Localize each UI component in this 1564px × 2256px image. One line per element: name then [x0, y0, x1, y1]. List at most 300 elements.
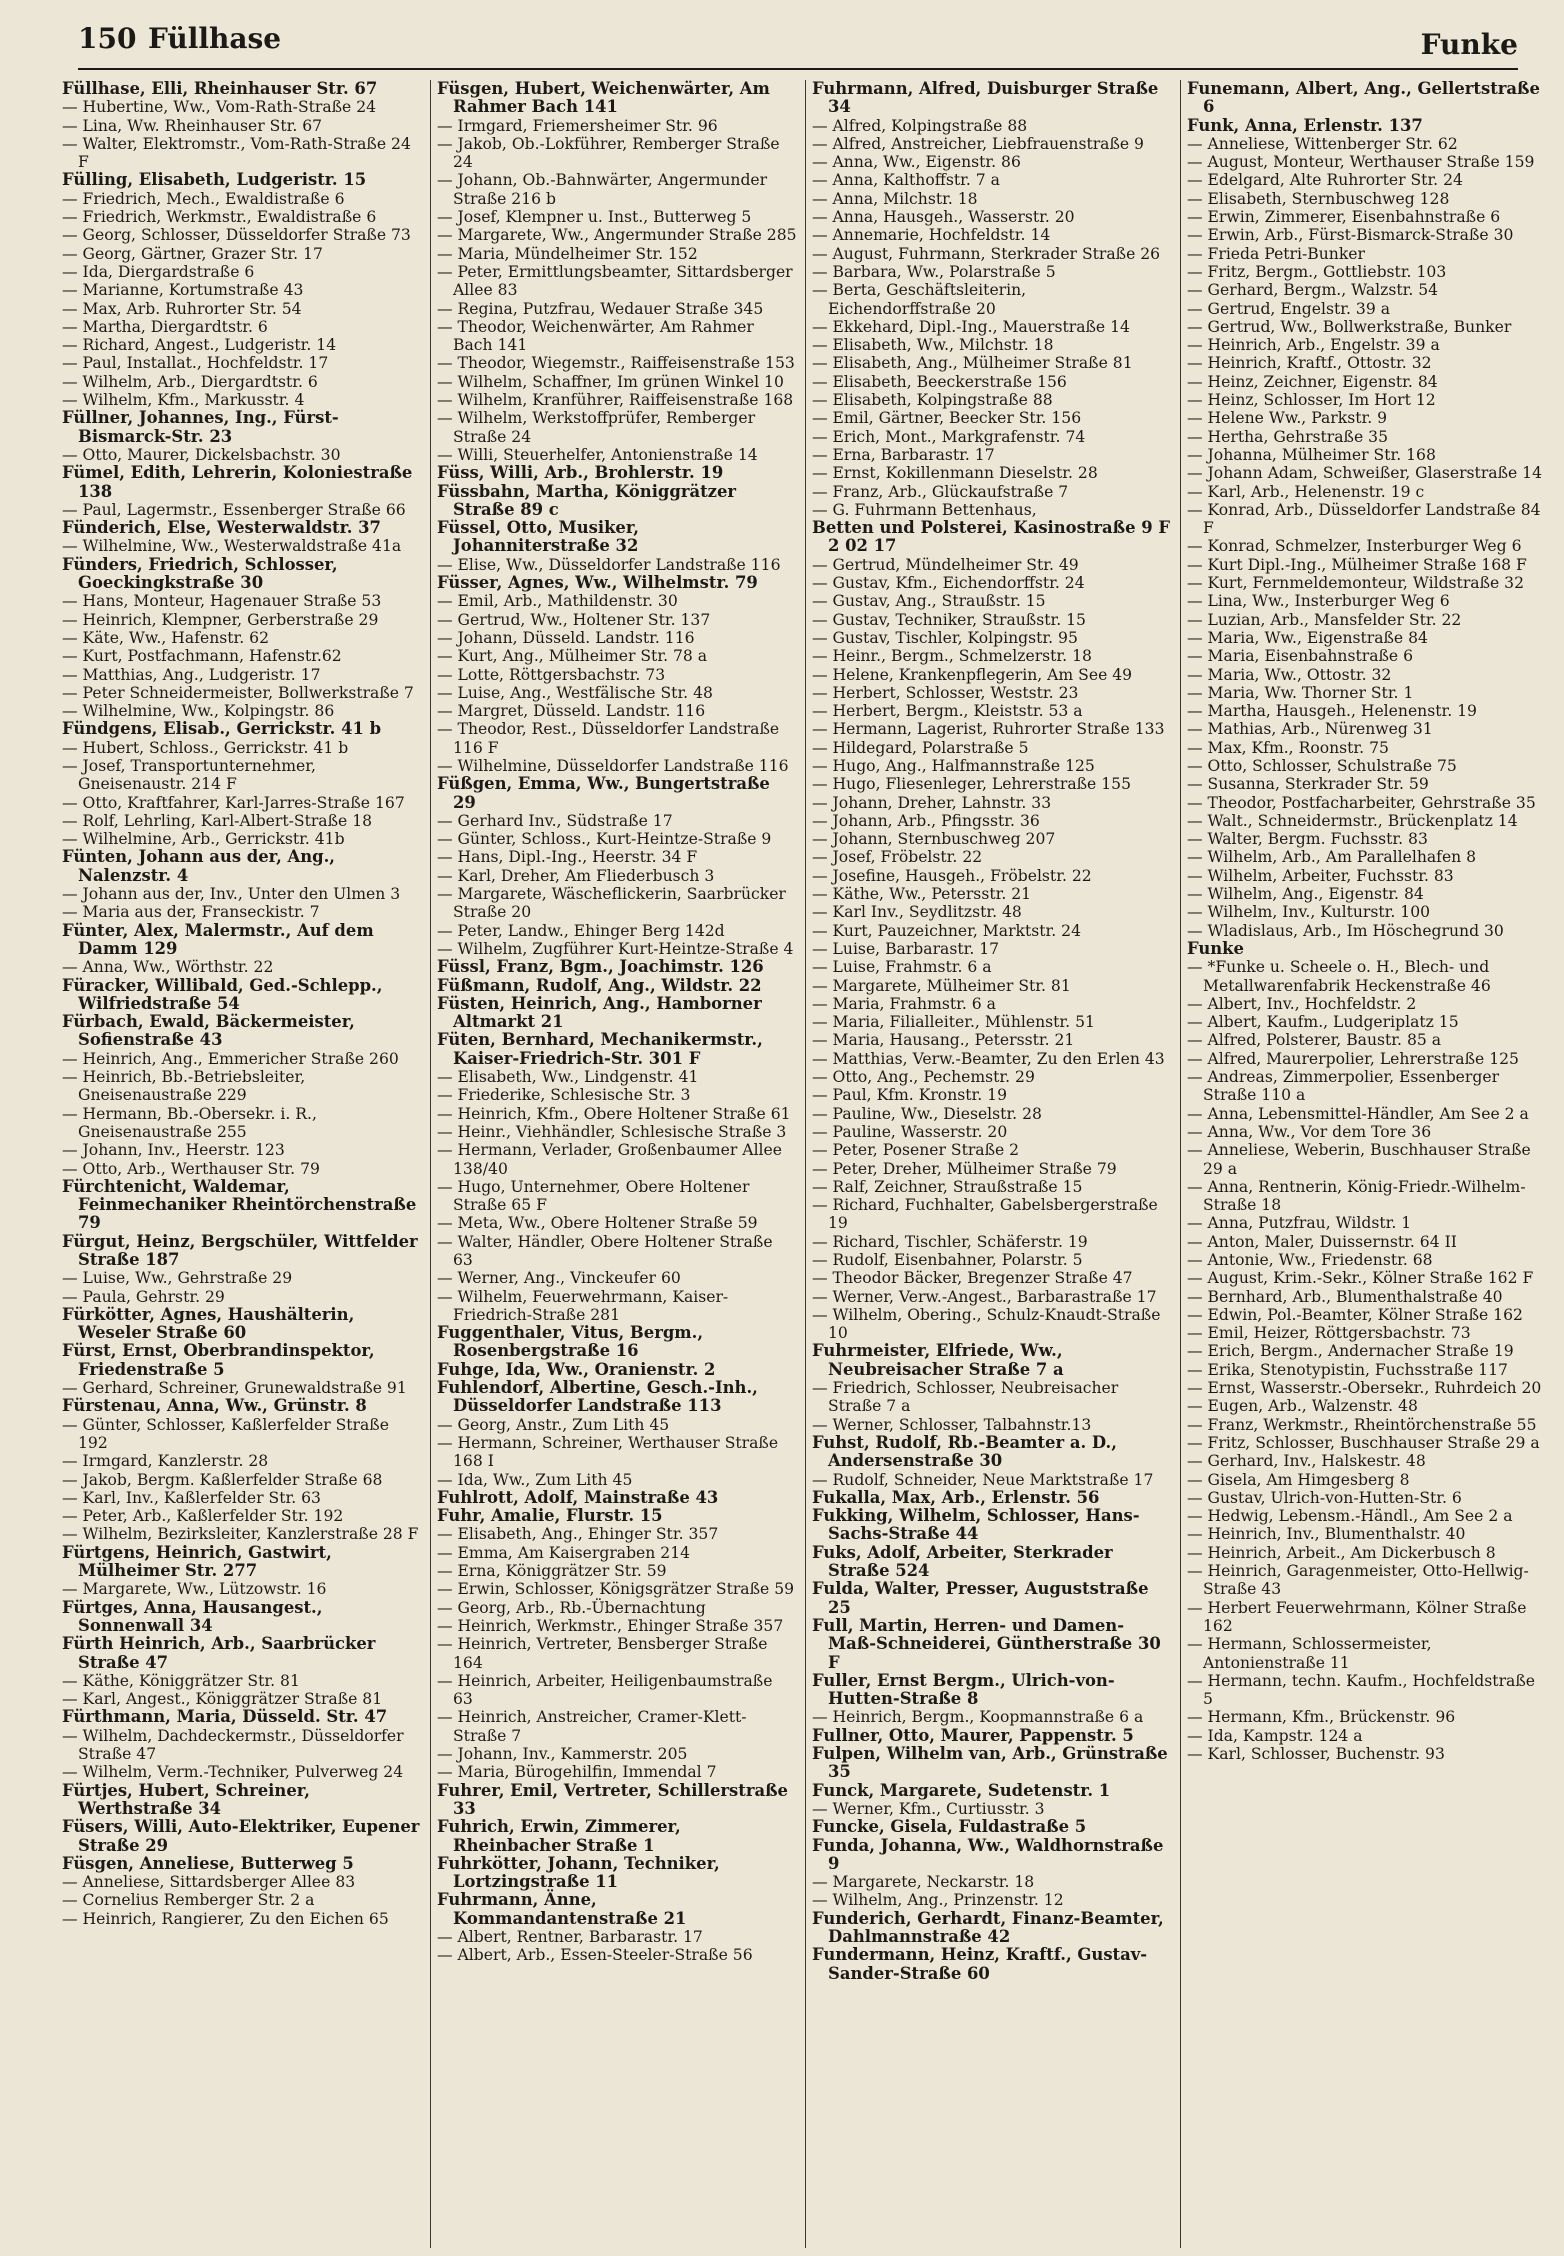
directory-entry: Fuhlrott, Adolf, Mainstraße 43 — [437, 1487, 719, 1507]
directory-entry: — Rudolf, Eisenbahner, Polarstr. 5 — [812, 1251, 1083, 1269]
directory-entry: — Ernst, Wasserstr.-Obersekr., Ruhrdeich 20 — [1187, 1379, 1542, 1398]
directory-entry: — Erich, Bergm., Andernacher Straße 19 — [1187, 1342, 1514, 1361]
directory-entry: — Paul, Kfm. Kronstr. 19 — [812, 1086, 1008, 1105]
directory-entry: — Theodor Bäcker, Bregenzer Straße 47 — [812, 1269, 1133, 1288]
directory-entry: Fünders, Friedrich, Schlosser, Goeckingkstraße 30 — [62, 554, 338, 593]
directory-entry: — Käthe, Ww., Petersstr. 21 — [812, 885, 1032, 904]
directory-entry: — Friederike, Schlesische Str. 3 — [437, 1086, 691, 1105]
directory-entry: Fuhrmann, Änne, Kommandantenstraße 21 — [437, 1890, 687, 1928]
directory-entry: — Marianne, Kortumstraße 43 — [62, 281, 304, 300]
directory-entry: — Werner, Ang., Vinckeufer 60 — [437, 1269, 681, 1288]
directory-entry: — Anna, Ww., Vor dem Tore 36 — [1187, 1122, 1432, 1141]
directory-entry: — Peter, Posener Straße 2 — [812, 1141, 1020, 1160]
directory-entry: — August, Krim.-Sekr., Kölner Straße 162 F — [1187, 1269, 1534, 1288]
directory-entry: — Walter, Elektromstr., Vom-Rath-Straße 24 F — [62, 134, 411, 172]
directory-entry: — Hermann, Schlossermeister, Antonienstraße 11 — [1187, 1635, 1432, 1672]
directory-entry: — Johann aus der, Inv., Unter den Ulmen 3 — [62, 885, 401, 904]
directory-entry: — Emil, Gärtner, Beecker Str. 156 — [812, 409, 1082, 428]
directory-entry: Fuggenthaler, Vitus, Bergm., Rosenbergstraße 16 — [437, 1323, 704, 1361]
directory-entry: — Josefine, Hausgeh., Fröbelstr. 22 — [812, 866, 1092, 885]
directory-entry: Fünderich, Else, Westerwaldstr. 37 — [62, 518, 381, 538]
column-4 — [1181, 80, 1556, 2248]
directory-entry: — Andreas, Zimmerpolier, Essenberger Straße 110 a — [1187, 1068, 1500, 1105]
directory-entry: — Werner, Schlosser, Talbahnstr.13 — [812, 1415, 1092, 1434]
directory-entry: — Helene, Krankenpflegerin, Am See 49 — [812, 665, 1133, 684]
directory-entry: — Wilhelm, Kfm., Markusstr. 4 — [62, 391, 305, 410]
directory-entry: — Fritz, Bergm., Gottliebstr. 103 — [1187, 262, 1447, 281]
directory-entry: — Georg, Gärtner, Grazer Str. 17 — [62, 244, 323, 263]
directory-entry: — Gertrud, Ww., Holtener Str. 137 — [437, 610, 711, 629]
directory-entry: — Otto, Maurer, Dickelsbachstr. 30 — [62, 445, 341, 464]
directory-entry: — Maria, Ww., Ottostr. 32 — [1187, 665, 1392, 684]
directory-entry: — Jakob, Bergm. Kaßlerfelder Straße 68 — [62, 1470, 383, 1489]
directory-entry: — Gerhard, Bergm., Walzstr. 54 — [1187, 281, 1439, 300]
directory-entry: Füsgen, Anneliese, Butterweg 5 — [62, 1853, 354, 1873]
directory-entry: — Franz, Arb., Glückaufstraße 7 — [812, 482, 1069, 501]
directory-entry: — Luise, Frahmstr. 6 a — [812, 958, 992, 977]
directory-entry: — Wilhelm, Werkstoffprüfer, Remberger Straße 24 — [437, 409, 756, 446]
directory-entry: Fürtges, Anna, Hausangest., Sonnenwall 34 — [62, 1597, 323, 1635]
directory-entry: — Hubert, Schloss., Gerrickstr. 41 b — [62, 738, 349, 757]
directory-entry: Fukalla, Max, Arb., Erlenstr. 56 — [812, 1487, 1100, 1507]
directory-entry: — Pauline, Ww., Dieselstr. 28 — [812, 1104, 1042, 1123]
directory-entry: Fuhrmann, Alfred, Duisburger Straße 34 — [812, 80, 1159, 117]
directory-entry: Füssbahn, Martha, Königgrätzer Straße 89 c — [437, 481, 737, 519]
directory-entry: — Josef, Klempner u. Inst., Butterweg 5 — [437, 208, 752, 227]
directory-entry: Füracker, Willibald, Ged.-Schlepp., Wilfriedstraße 54 — [62, 975, 383, 1013]
directory-entry: — Hermann, Lagerist, Ruhrorter Straße 133 — [812, 720, 1165, 739]
directory-entry: — Hildegard, Polarstraße 5 — [812, 738, 1029, 757]
directory-entry: — Max, Kfm., Roonstr. 75 — [1187, 738, 1389, 757]
directory-entry: — Wladislaus, Arb., Im Höschegrund 30 — [1187, 921, 1504, 940]
directory-entry: Fürtjes, Hubert, Schreiner, Werthstraße 34 — [62, 1780, 310, 1818]
directory-entry: — Hermann, techn. Kaufm., Hochfeldstraße 5 — [1187, 1671, 1535, 1709]
directory-entry: — Martha, Hausgeh., Helenenstr. 19 — [1187, 702, 1477, 721]
directory-entry: Fuhrmeister, Elfriede, Ww., Neubreisacher Straße 7 a — [812, 1341, 1064, 1379]
directory-entry: — Alfred, Maurerpolier, Lehrerstraße 125 — [1187, 1049, 1519, 1068]
directory-entry: Fündgens, Elisab., Gerrickstr. 41 b — [62, 719, 382, 739]
directory-entry: — Johann, Dreher, Lahnstr. 33 — [812, 793, 1052, 812]
directory-entry: — Wilhelm, Arb., Diergardtstr. 6 — [62, 372, 318, 391]
directory-entry: — Kurt Dipl.-Ing., Mülheimer Straße 168 F — [1187, 555, 1527, 574]
directory-entry: — Richard, Angest., Ludgeristr. 14 — [62, 336, 337, 355]
directory-entry: — Wilhelm, Zugführer Kurt-Heintze-Straße 4 — [437, 939, 794, 958]
directory-entry: Fülling, Elisabeth, Ludgeristr. 15 — [62, 170, 367, 190]
directory-entry: Fulda, Walter, Presser, Auguststraße 25 — [812, 1579, 1149, 1617]
directory-entry: — Paul, Installat., Hochfeldstr. 17 — [62, 354, 329, 373]
directory-entry: — Johann, Sternbuschweg 207 — [812, 830, 1056, 849]
directory-entry: Fuhrer, Emil, Vertreter, Schillerstraße 33 — [437, 1780, 788, 1818]
directory-entry: — Elisabeth, Kolpingstraße 88 — [812, 391, 1053, 410]
directory-entry: — Wilhelmine, Ww., Westerwaldstraße 41a — [62, 537, 402, 556]
directory-entry: — Anna, Milchstr. 18 — [812, 189, 978, 208]
directory-entry: — Johanna, Mülheimer Str. 168 — [1187, 445, 1436, 464]
directory-entry: — Heinrich, Arb., Engelstr. 39 a — [1187, 336, 1440, 355]
directory-entry: — Josef, Transportunternehmer, Gneisenaustr. 214 F — [62, 756, 316, 794]
directory-entry: — Heinrich, Inv., Blumenthalstr. 40 — [1187, 1525, 1466, 1544]
directory-entry: — Heinrich, Werkmstr., Ehinger Straße 357 — [437, 1616, 784, 1635]
directory-entry: — Ralf, Zeichner, Straußstraße 15 — [812, 1177, 1083, 1196]
directory-entry: — Herbert Feuerwehrmann, Kölner Straße 162 — [1187, 1598, 1527, 1635]
page-header — [78, 20, 1518, 70]
directory-entry: — Werner, Kfm., Curtiusstr. 3 — [812, 1799, 1045, 1818]
directory-entry: — Heinrich, Ang., Emmericher Straße 260 — [62, 1049, 399, 1068]
directory-entry: — Irmgard, Kanzlerstr. 28 — [62, 1452, 269, 1471]
directory-entry: — Anton, Maler, Duissernstr. 64 II — [1187, 1232, 1457, 1251]
directory-entry: — Kurt, Postfachmann, Hafenstr.62 — [62, 647, 342, 666]
directory-entry: — Ida, Diergardstraße 6 — [62, 262, 255, 281]
directory-entry: — Heinrich, Bb.-Betriebsleiter, Gneisenaustraße 229 — [62, 1068, 306, 1105]
directory-entry: — Margarete, Wäscheflickerin, Saarbrücker Straße 20 — [437, 885, 786, 922]
directory-entry: Funderich, Gerhardt, Finanz-Beamter, Dahlmannstraße 42 — [812, 1908, 1164, 1946]
directory-entry: — Otto, Ang., Pechemstr. 29 — [812, 1068, 1035, 1087]
directory-entry: — Luise, Barbarastr. 17 — [812, 939, 1000, 958]
directory-entry: — Alfred, Polsterer, Baustr. 85 a — [1187, 1031, 1442, 1050]
directory-entry: Fürchtenicht, Waldemar, Feinmechaniker Rheintörchenstraße 79 — [62, 1176, 417, 1233]
directory-entry: — Richard, Tischler, Schäferstr. 19 — [812, 1232, 1088, 1251]
directory-entry: Funemann, Albert, Ang., Gellertstraße 6 — [1187, 80, 1540, 117]
directory-entry: — Anna, Ww., Eigenstr. 86 — [812, 153, 1021, 172]
directory-entry: — Peter, Ermittlungsbeamter, Sittardsberger Allee 83 — [437, 262, 793, 300]
directory-entry: — Gerhard, Schreiner, Grunewaldstraße 91 — [62, 1379, 407, 1398]
directory-entry: — Hubertine, Ww., Vom-Rath-Straße 24 — [62, 98, 377, 117]
directory-entry: — Maria, Frahmstr. 6 a — [812, 994, 996, 1013]
directory-entry: — Wilhelm, Ang., Prinzenstr. 12 — [812, 1891, 1064, 1910]
directory-entry: — Lotte, Röttgersbachstr. 73 — [437, 665, 666, 684]
directory-entry: — Kurt, Pauzeichner, Marktstr. 24 — [812, 921, 1081, 940]
directory-entry: Füsser, Agnes, Ww., Wilhelmstr. 79 — [437, 573, 758, 593]
directory-entry: — Käthe, Königgrätzer Str. 81 — [62, 1671, 300, 1690]
directory-entry: — Kurt, Ang., Mülheimer Str. 78 a — [437, 647, 708, 666]
directory-entry: — Wilhelm, Arbeiter, Fuchsstr. 83 — [1187, 866, 1454, 885]
directory-entry: — Lina, Ww. Rheinhauser Str. 67 — [62, 116, 323, 135]
directory-entry: — Franz, Werkmstr., Rheintörchenstraße 55 — [1187, 1415, 1537, 1434]
directory-entry: — Hermann, Schreiner, Werthauser Straße 168 I — [437, 1433, 779, 1471]
directory-entry: Füßgen, Emma, Ww., Bungertstraße 29 — [437, 774, 770, 812]
directory-entry: — Otto, Arb., Werthauser Str. 79 — [62, 1159, 320, 1178]
running-head-right: Funke — [1420, 28, 1518, 61]
directory-entry: — Irmgard, Friemersheimer Str. 96 — [437, 116, 718, 135]
directory-entry: — Cornelius Remberger Str. 2 a — [62, 1891, 315, 1910]
directory-entry: — Karl, Angest., Königgrätzer Straße 81 — [62, 1690, 383, 1709]
directory-entry: — Konrad, Arb., Düsseldorfer Landstraße 84 F — [1187, 500, 1541, 538]
directory-entry: Funke — [1187, 938, 1244, 958]
directory-entry: — Annemarie, Hochfeldstr. 14 — [812, 226, 1051, 245]
directory-entry: — Hugo, Ang., Halfmannstraße 125 — [812, 756, 1095, 775]
page-number: 150 — [78, 22, 137, 55]
directory-entry: — Elisabeth, Ang., Mülheimer Straße 81 — [812, 354, 1133, 373]
directory-entry: Fuhge, Ida, Ww., Oranienstr. 2 — [437, 1359, 716, 1379]
directory-entry: — Heinrich, Vertreter, Bensberger Straße 164 — [437, 1635, 768, 1672]
directory-entry: — Anneliese, Weberin, Buschhauser Straße 29 a — [1187, 1141, 1531, 1178]
directory-entry: — Wilhelm, Dachdeckermstr., Düsseldorfer Straße 47 — [62, 1726, 404, 1764]
directory-entry: — Johann, Ob.-Bahnwärter, Angermunder Straße 216 b — [437, 171, 768, 208]
directory-entry: — Frieda Petri-Bunker — [1187, 244, 1365, 263]
directory-entry: — Rolf, Lehrling, Karl-Albert-Straße 18 — [62, 811, 373, 830]
directory-entry: — Maria, Hausang., Petersstr. 21 — [812, 1031, 1075, 1050]
directory-entry: Fuhlendorf, Albertine, Gesch.-Inh., Düsseldorfer Landstraße 113 — [437, 1378, 758, 1416]
directory-entry: Fuhrich, Erwin, Zimmerer, Rheinbacher Straße 1 — [437, 1817, 681, 1855]
directory-entry: — Gertrud, Engelstr. 39 a — [1187, 299, 1390, 318]
directory-entry: — Maria, Mündelheimer Str. 152 — [437, 244, 698, 263]
directory-entry: Fürgut, Heinz, Bergschüler, Wittfelder Straße 187 — [62, 1231, 418, 1269]
directory-entry: — Albert, Kaufm., Ludgeriplatz 15 — [1187, 1013, 1459, 1032]
directory-entry: — Heinrich, Anstreicher, Cramer-Klett-Straße 7 — [437, 1708, 747, 1745]
directory-entry: — Elisabeth, Beeckerstraße 156 — [812, 372, 1067, 391]
directory-entry: — Theodor, Wiegemstr., Raiffeisenstraße 153 — [437, 354, 795, 373]
directory-entry: Fuller, Ernst Bergm., Ulrich-von-Hutten-Straße 8 — [812, 1670, 1115, 1709]
directory-entry: — Peter, Landw., Ehinger Berg 142d — [437, 921, 725, 940]
directory-entry: — Margret, Düsseld. Landstr. 116 — [437, 702, 706, 721]
directory-entry: — Günter, Schloss., Kurt-Heintze-Straße 9 — [437, 830, 772, 849]
directory-entry: — Paula, Gehrstr. 29 — [62, 1287, 225, 1306]
directory-entry: — Heinrich, Arbeit., Am Dickerbusch 8 — [1187, 1543, 1496, 1562]
directory-entry: — Heinrich, Klempner, Gerberstraße 29 — [62, 610, 379, 629]
directory-entry: — Jakob, Ob.-Lokführer, Remberger Straße 24 — [437, 134, 780, 172]
directory-entry: — Eugen, Arb., Walzenstr. 48 — [1187, 1397, 1418, 1416]
directory-entry: — Hans, Dipl.-Ing., Heerstr. 34 F — [437, 848, 698, 867]
directory-entry: — Heinrich, Arbeiter, Heiligenbaumstraße 63 — [437, 1671, 773, 1709]
directory-entry: — Emil, Heizer, Röttgersbachstr. 73 — [1187, 1324, 1471, 1343]
directory-entry: Füsers, Willi, Auto-Elektriker, Eupener Straße 29 — [62, 1817, 420, 1855]
directory-entry: — Gustav, Ulrich-von-Hutten-Str. 6 — [1187, 1488, 1462, 1507]
directory-entry: — Elise, Ww., Düsseldorfer Landstraße 116 — [437, 555, 781, 574]
directory-entry: — Theodor, Rest., Düsseldorfer Landstraße 116 F — [437, 720, 780, 757]
directory-entry: Funk, Anna, Erlenstr. 137 — [1187, 115, 1423, 135]
directory-entry: — Antonie, Ww., Friedenstr. 68 — [1187, 1251, 1433, 1269]
directory-entry: — Hertha, Gehrstraße 35 — [1187, 427, 1388, 446]
running-head-left: Füllhase — [148, 22, 282, 55]
directory-entry: Fundermann, Heinz, Kraftf., Gustav-Sander-Straße 60 — [812, 1945, 1148, 1983]
directory-entry: — Gertrud, Ww., Bollwerkstraße, Bunker — [1187, 317, 1512, 336]
directory-entry: — Maria, Ww. Thorner Str. 1 — [1187, 683, 1414, 702]
directory-entry: — Karl, Dreher, Am Fliederbusch 3 — [437, 866, 715, 885]
directory-entry: Füssel, Otto, Musiker, Johanniterstraße 32 — [437, 518, 640, 556]
directory-entry: — Käte, Ww., Hafenstr. 62 — [62, 628, 270, 647]
directory-entry: Füllhase, Elli, Rheinhauser Str. 67 — [62, 80, 378, 98]
directory-entry: Füllner, Johannes, Ing., Fürst-Bismarck-Str. 23 — [62, 408, 339, 446]
directory-entry: — Peter Schneidermeister, Bollwerkstraße 7 — [62, 683, 414, 702]
directory-entry: — August, Fuhrmann, Sterkrader Straße 26 — [812, 244, 1161, 263]
directory-entry: — Wilhelm, Obering., Schulz-Knaudt-Straße 10 — [812, 1305, 1161, 1343]
directory-entry: — Heinrich, Kfm., Obere Holtener Straße 61 — [437, 1104, 791, 1123]
directory-entry: — Richard, Fuchhalter, Gabelsbergerstraße 19 — [812, 1196, 1158, 1233]
column-2 — [431, 80, 806, 2248]
directory-entry: — Otto, Kraftfahrer, Karl-Jarres-Straße 167 — [62, 793, 405, 812]
directory-entry: — Maria aus der, Franseckistr. 7 — [62, 903, 320, 922]
directory-entry: Füsten, Heinrich, Ang., Hamborner Altmarkt 21 — [437, 993, 762, 1032]
directory-entry: — Heinz, Schlosser, Im Hort 12 — [1187, 391, 1436, 410]
directory-entry: — Susanna, Sterkrader Str. 59 — [1187, 775, 1429, 794]
directory-entry: — Margarete, Mülheimer Str. 81 — [812, 976, 1071, 995]
directory-entry: — Georg, Arb., Rb.-Übernachtung — [437, 1598, 706, 1617]
directory-entry: — Peter, Dreher, Mülheimer Straße 79 — [812, 1159, 1117, 1178]
directory-entry: — Gerhard Inv., Südstraße 17 — [437, 811, 673, 830]
directory-entry: Fuks, Adolf, Arbeiter, Sterkrader Straße 524 — [812, 1542, 1113, 1581]
directory-entry: — Heinrich, Garagenmeister, Otto-Hellwig-Straße 43 — [1187, 1562, 1529, 1599]
directory-entry: — Fritz, Schlosser, Buschhauser Straße 29 a — [1187, 1433, 1540, 1452]
directory-entry: — Anna, Rentnerin, König-Friedr.-Wilhelm-Straße 18 — [1187, 1177, 1526, 1215]
directory-entry: — Otto, Schlosser, Schulstraße 75 — [1187, 756, 1457, 775]
directory-entry: — Elisabeth, Sternbuschweg 128 — [1187, 189, 1450, 208]
directory-entry: — Theodor, Weichenwärter, Am Rahmer Bach 141 — [437, 317, 754, 355]
directory-entry: — Emma, Am Kaisergraben 214 — [437, 1543, 691, 1562]
directory-entry: Füten, Bernhard, Mechanikermstr., Kaiser-Friedrich-Str. 301 F — [437, 1030, 763, 1068]
directory-entry: — Anneliese, Sittardsberger Allee 83 — [62, 1873, 356, 1892]
directory-entry: — Hermann, Kfm., Brückenstr. 96 — [1187, 1708, 1456, 1727]
directory-entry: — Max, Arb. Ruhrorter Str. 54 — [62, 299, 302, 318]
directory-entry: — Luise, Ang., Westfälische Str. 48 — [437, 683, 713, 702]
directory-entry: — Johann, Arb., Pfingsstr. 36 — [812, 811, 1040, 830]
directory-entry: — Heinrich, Bergm., Koopmannstraße 6 a — [812, 1708, 1144, 1727]
directory-entry: — Gisela, Am Himgesberg 8 — [1187, 1470, 1410, 1489]
directory-entry: — Gertrud, Mündelheimer Str. 49 — [812, 555, 1079, 574]
directory-entry: Funcke, Gisela, Fuldastraße 5 — [812, 1817, 1087, 1837]
directory-entry: Fuhr, Amalie, Flurstr. 15 — [437, 1506, 663, 1526]
directory-entry: Fuhst, Rudolf, Rb.-Beamter a. D., Andersenstraße 30 — [812, 1432, 1117, 1471]
directory-entry: — Erwin, Zimmerer, Eisenbahnstraße 6 — [1187, 208, 1501, 227]
directory-entry: — Friedrich, Schlosser, Neubreisacher Straße 7 a — [812, 1379, 1119, 1416]
directory-entry: — Karl, Schlosser, Buchenstr. 93 — [1187, 1745, 1445, 1764]
directory-entry: — Herbert, Schlosser, Weststr. 23 — [812, 683, 1079, 702]
directory-entry: — Anna, Hausgeh., Wasserstr. 20 — [812, 208, 1075, 227]
directory-entry: — Friedrich, Werkmstr., Ewaldistraße 6 — [62, 208, 377, 227]
directory-entry: — Hedwig, Lebensm.-Händl., Am See 2 a — [1187, 1507, 1513, 1526]
directory-entry: — Anna, Putzfrau, Wildstr. 1 — [1187, 1214, 1412, 1233]
directory-entry: — *Funke u. Scheele o. H., Blech- und Metallwarenfabrik Heckenstraße 46 — [1187, 958, 1491, 995]
directory-entry: — Hans, Monteur, Hagenauer Straße 53 — [62, 592, 382, 611]
directory-entry: — Hermann, Bb.-Obersekr. i. R., Gneisenaustraße 255 — [62, 1104, 317, 1141]
directory-entry: — Luise, Ww., Gehrstraße 29 — [62, 1269, 293, 1288]
directory-entry: — Edelgard, Alte Ruhrorter Str. 24 — [1187, 171, 1463, 190]
directory-entry: Füss, Willi, Arb., Brohlerstr. 19 — [437, 463, 724, 483]
directory-entry: — Konrad, Schmelzer, Insterburger Weg 6 — [1187, 537, 1522, 556]
directory-entry: — Elisabeth, Ang., Ehinger Str. 357 — [437, 1525, 719, 1544]
directory-entry: — Gustav, Kfm., Eichendorffstr. 24 — [812, 574, 1085, 593]
directory-entry: — Johann, Inv., Kammerstr. 205 — [437, 1745, 688, 1764]
directory-entry: — Johann Adam, Schweißer, Glaserstraße 14 — [1187, 464, 1543, 483]
directory-entry: — Theodor, Postfacharbeiter, Gehrstraße 35 — [1187, 793, 1536, 812]
directory-entry: — Margarete, Ww., Lützowstr. 16 — [62, 1580, 327, 1599]
directory-entry: — Johann, Inv., Heerstr. 123 — [62, 1141, 285, 1160]
directory-entry: Fünten, Johann aus der, Ang., Nalenzstr. 4 — [62, 847, 335, 885]
directory-entry: Füsgen, Hubert, Weichenwärter, Am Rahmer Bach 141 — [437, 80, 770, 117]
column-3 — [806, 80, 1181, 2248]
directory-entry: — Karl, Arb., Helenenstr. 19 c — [1187, 482, 1425, 501]
directory-entry: — Karl Inv., Seydlitzstr. 48 — [812, 903, 1022, 922]
directory-entry: — Albert, Inv., Hochfeldstr. 2 — [1187, 994, 1417, 1013]
directory-entry: — Gerhard, Inv., Halskestr. 48 — [1187, 1452, 1426, 1471]
directory-entry: — Gustav, Techniker, Straußstr. 15 — [812, 610, 1086, 629]
directory-entry: — Elisabeth, Ww., Lindgenstr. 41 — [437, 1068, 699, 1087]
directory-entry: Fünter, Alex, Malermstr., Auf dem Damm 129 — [62, 920, 374, 958]
directory-entry: — Walt., Schneidermstr., Brückenplatz 14 — [1187, 811, 1518, 830]
directory-entry: — Erich, Mont., Markgrafenstr. 74 — [812, 427, 1086, 446]
directory-entry: — Ida, Ww., Zum Lith 45 — [437, 1470, 633, 1489]
directory-entry: — Erna, Königgrätzer Str. 59 — [437, 1562, 667, 1581]
directory-entry: — Anna, Ww., Wörthstr. 22 — [62, 958, 274, 977]
directory-entry: — Erwin, Schlosser, Königsgrätzer Straße 59 — [437, 1580, 795, 1599]
directory-entry: — Hugo, Unternehmer, Obere Holtener Straße 65 F — [437, 1177, 750, 1215]
directory-entry: — Wilhelm, Verm.-Techniker, Pulverweg 24 — [62, 1763, 404, 1782]
directory-entry: Full, Martin, Herren- und Damen-Maß-Schneiderei, Güntherstraße 30 F — [812, 1615, 1161, 1672]
directory-entry: Fürkötter, Agnes, Haushälterin, Weseler Straße 60 — [62, 1304, 355, 1343]
directory-entry: — Pauline, Wasserstr. 20 — [812, 1122, 1008, 1141]
directory-entry: — Wilhelm, Bezirksleiter, Kanzlerstraße 28 F — [62, 1525, 419, 1544]
directory-entry: — Albert, Arb., Essen-Steeler-Straße 56 — [437, 1946, 753, 1965]
directory-entry: — August, Monteur, Werthauser Straße 159 — [1187, 153, 1535, 172]
directory-entry: — Erwin, Arb., Fürst-Bismarck-Straße 30 — [1187, 226, 1514, 245]
directory-entry: — Albert, Rentner, Barbarastr. 17 — [437, 1927, 703, 1946]
directory-entry: — Wilhelmine, Ww., Kolpingstr. 86 — [62, 702, 335, 721]
directory-entry: — Regina, Putzfrau, Wedauer Straße 345 — [437, 299, 764, 318]
directory-entry: Fümel, Edith, Lehrerin, Koloniestraße 138 — [62, 463, 413, 501]
directory-entry: — Anneliese, Wittenberger Str. 62 — [1187, 134, 1458, 153]
directory-entry: — Peter, Arb., Kaßlerfelder Str. 192 — [62, 1507, 344, 1526]
directory-entry: — Ida, Kampstr. 124 a — [1187, 1726, 1363, 1745]
directory-entry: — Bernhard, Arb., Blumenthalstraße 40 — [1187, 1287, 1503, 1306]
directory-entry: — Paul, Lagermstr., Essenberger Straße 66 — [62, 500, 406, 519]
directory-entry: — Erika, Stenotypistin, Fuchsstraße 117 — [1187, 1360, 1508, 1379]
directory-entry: — Wilhelm, Arb., Am Parallelhafen 8 — [1187, 848, 1477, 867]
directory-entry: Fürst, Ernst, Oberbrandinspektor, Friedenstraße 5 — [62, 1341, 375, 1379]
directory-entry: — Elisabeth, Ww., Milchstr. 18 — [812, 336, 1054, 355]
directory-entry: — Herbert, Bergm., Kleiststr. 53 a — [812, 702, 1083, 721]
directory-entry: — Josef, Fröbelstr. 22 — [812, 848, 983, 867]
column-1 — [56, 80, 431, 2248]
directory-entry: — Heinrich, Kraftf., Ottostr. 32 — [1187, 354, 1432, 373]
directory-entry: — Margarete, Neckarstr. 18 — [812, 1873, 1035, 1892]
directory-entry: Fuhrkötter, Johann, Techniker, Lortzingstraße 11 — [437, 1853, 720, 1892]
directory-entry: Funda, Johanna, Ww., Waldhornstraße 9 — [812, 1835, 1164, 1873]
directory-entry: — Georg, Anstr., Zum Lith 45 — [437, 1415, 670, 1434]
directory-entry: — Luzian, Arb., Mansfelder Str. 22 — [1187, 610, 1462, 629]
directory-entry: — Barbara, Ww., Polarstraße 5 — [812, 262, 1056, 281]
directory-entry: — Karl, Inv., Kaßlerfelder Str. 63 — [62, 1488, 321, 1507]
directory-entry: — Berta, Geschäftsleiterin, Eichendorffstraße 20 — [812, 281, 1027, 318]
directory-entry: — Mathias, Arb., Nürenweg 31 — [1187, 720, 1433, 739]
directory-entry: Fürthmann, Maria, Düsseld. Str. 47 — [62, 1707, 388, 1727]
directory-entry: — Kurt, Fernmeldemonteur, Wildstraße 32 — [1187, 574, 1525, 593]
directory-entry: — Wilhelmine, Düsseldorfer Landstraße 116 — [437, 756, 789, 775]
directory-entry: — Willi, Steuerhelfer, Antonienstraße 14 — [437, 445, 758, 464]
directory-entry: Funck, Margarete, Sudetenstr. 1 — [812, 1780, 1111, 1800]
directory-entry: — Lina, Ww., Insterburger Weg 6 — [1187, 592, 1450, 611]
directory-entry: — Maria, Filialleiter., Mühlenstr. 51 — [812, 1013, 1095, 1032]
directory-entry: Fürstenau, Anna, Ww., Grünstr. 8 — [62, 1396, 367, 1416]
directory-entry: — Wilhelm, Feuerwehrmann, Kaiser-Friedrich-Straße 281 — [437, 1287, 729, 1324]
directory-entry: — Günter, Schlosser, Kaßlerfelder Straße 192 — [62, 1415, 389, 1452]
directory-entry: — Heinr., Viehhändler, Schlesische Straße 3 — [437, 1122, 787, 1141]
directory-entry: — Maria, Eisenbahnstraße 6 — [1187, 647, 1414, 666]
directory-entry: Fukking, Wilhelm, Schlosser, Hans-Sachs-Straße 44 — [812, 1506, 1140, 1544]
directory-entry: — Alfred, Kolpingstraße 88 — [812, 116, 1028, 135]
directory-entry: — Friedrich, Mech., Ewaldistraße 6 — [62, 189, 345, 208]
directory-entry: — Rudolf, Schneider, Neue Marktstraße 17 — [812, 1470, 1154, 1489]
directory-entry: Füßmann, Rudolf, Ang., Wildstr. 22 — [437, 975, 762, 995]
directory-entry: Fulpen, Wilhelm van, Arb., Grünstraße 35 — [812, 1744, 1168, 1782]
directory-entry: Fürbach, Ewald, Bäckermeister, Sofienstraße 43 — [62, 1012, 355, 1050]
directory-entry: — Maria, Bürogehilfin, Immendal 7 — [437, 1763, 717, 1782]
directory-entry: Fürth Heinrich, Arb., Saarbrücker Straße 47 — [62, 1634, 376, 1672]
directory-entry: — Wilhelm, Kranführer, Raiffeisenstraße 168 — [437, 391, 794, 410]
directory-entry: — Edwin, Pol.-Beamter, Kölner Straße 162 — [1187, 1305, 1523, 1324]
directory-entry: — Ekkehard, Dipl.-Ing., Mauerstraße 14 — [812, 317, 1130, 336]
directory-entry: — Georg, Schlosser, Düsseldorfer Straße 73 — [62, 226, 411, 245]
directory-entry: — Wilhelm, Schaffner, Im grünen Winkel 10 — [437, 372, 784, 391]
directory-entry: — Alfred, Anstreicher, Liebfrauenstraße 9 — [812, 134, 1144, 153]
directory-entry: Fürtgens, Heinrich, Gastwirt, Mülheimer Str. 277 — [62, 1542, 332, 1581]
